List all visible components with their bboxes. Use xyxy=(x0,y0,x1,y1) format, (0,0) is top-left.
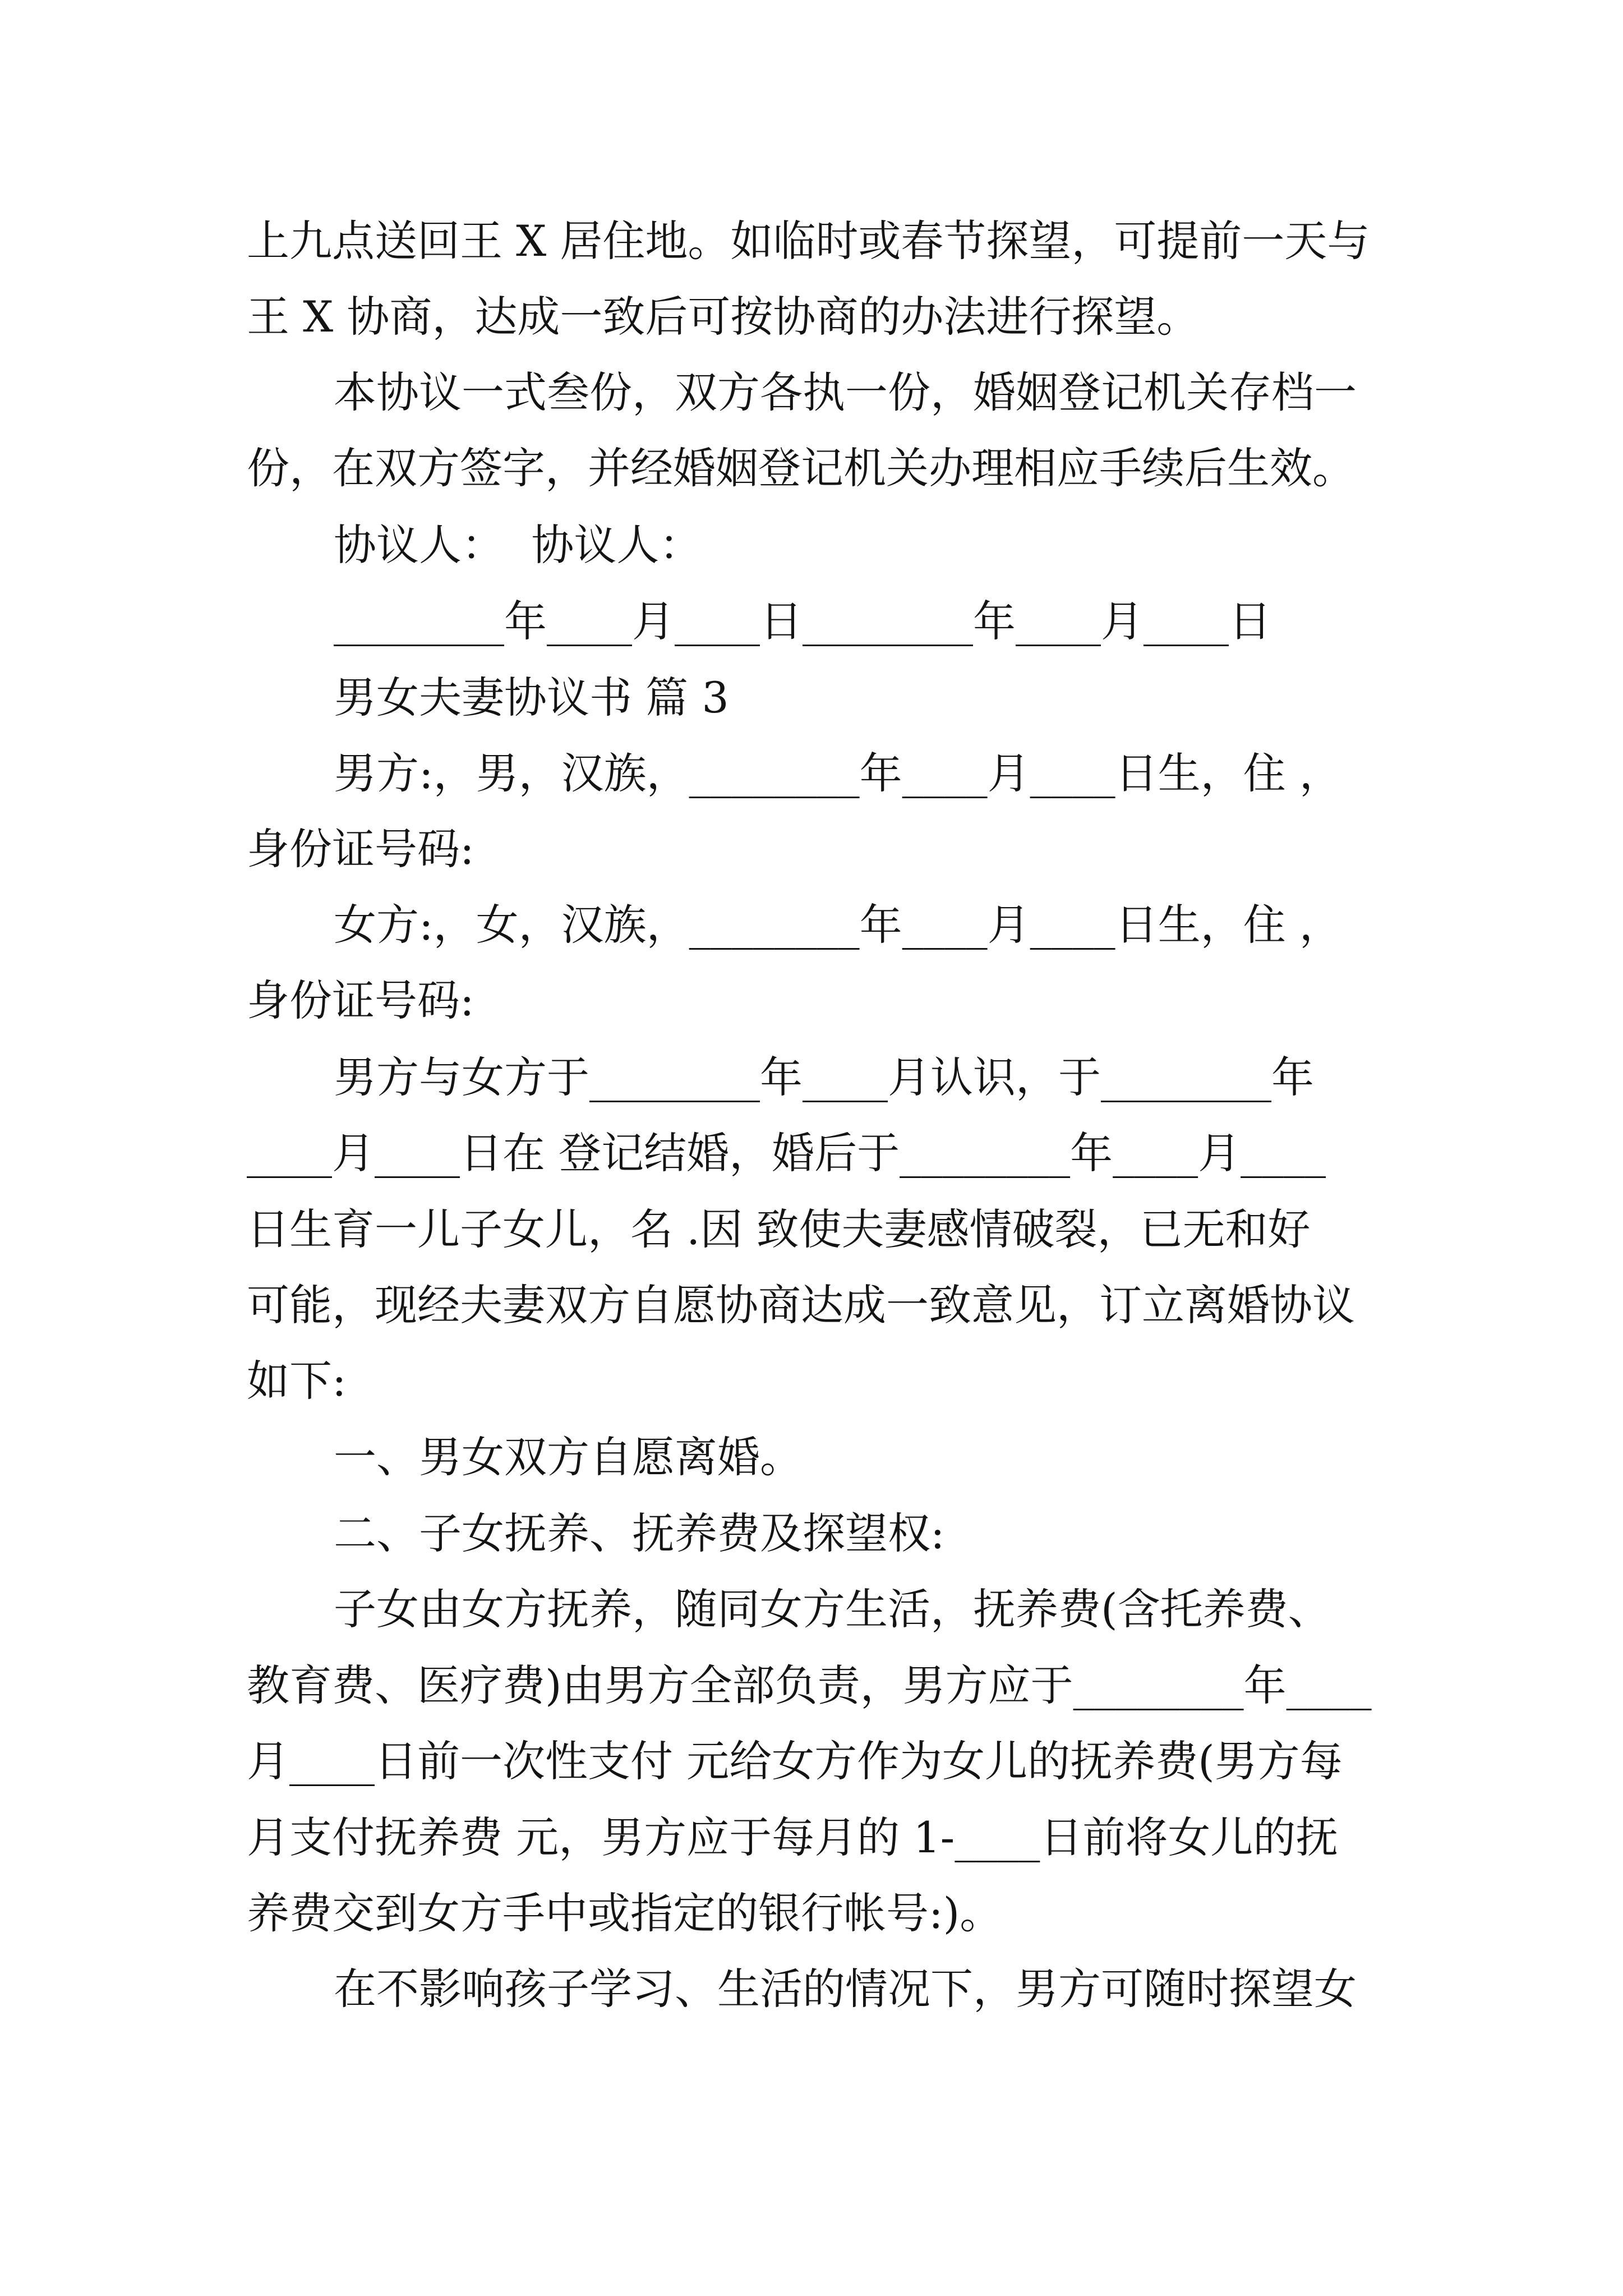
text-line: 王 X 协商，达成一致后可按协商的办法进行探望。 xyxy=(247,292,1200,342)
section-heading: 男女夫妻协议书 篇 3 xyxy=(334,673,729,723)
text-line: 份，在双方签字，并经婚姻登记机关办理相应手续后生效。 xyxy=(247,443,1355,493)
text-line: 教育费、医疗费)由男方全部负责，男方应于________年____ xyxy=(247,1660,1372,1710)
clause-line: 一、男女双方自愿离婚。 xyxy=(334,1432,803,1482)
text-line: ____月____日在 登记结婚，婚后于________年____月____ xyxy=(247,1128,1326,1178)
text-line: 本协议一式叁份，双方各执一份，婚姻登记机关存档一 xyxy=(334,367,1357,417)
text-line: 女方:，女，汉族，________年____月____日生，住 ， xyxy=(334,900,1342,950)
text-line: 如下: xyxy=(247,1356,347,1406)
clause-line: 二、子女抚养、抚养费及探望权: xyxy=(334,1508,945,1558)
text-line: 上九点送回王 X 居住地。如临时或春节探望，可提前一天与 xyxy=(247,216,1370,266)
text-line: 养费交到女方手中或指定的银行帐号:)。 xyxy=(247,1888,1003,1938)
text-line: 男方与女方于________年____月认识，于________年 xyxy=(334,1052,1314,1102)
text-line: 身份证号码: xyxy=(247,824,474,874)
text-line: 日生育一儿子女儿，名 .因 致使夫妻感情破裂，已无和好 xyxy=(247,1204,1311,1254)
text-line: 月支付抚养费 元，男方应于每月的 1-____日前将女儿的抚 xyxy=(247,1812,1339,1862)
text-line: 在不影响孩子学习、生活的情况下，男方可随时探望女 xyxy=(334,1964,1357,2014)
text-line: 身份证号码: xyxy=(247,976,474,1025)
date-blank-line: ________年____月____日________年____月____日 xyxy=(334,596,1271,646)
text-line: 可能，现经夫妻双方自愿协商达成一致意见，订立离婚协议 xyxy=(247,1280,1355,1330)
text-line: 男方:，男，汉族，________年____月____日生，住 ， xyxy=(334,748,1342,798)
signature-label-line: 协议人： 协议人： xyxy=(334,520,702,570)
text-line: 月____日前一次性支付 元给女方作为女儿的抚养费(男方每 xyxy=(247,1736,1343,1786)
text-line: 子女由女方抚养，随同女方生活，抚养费(含托养费、 xyxy=(334,1584,1331,1634)
